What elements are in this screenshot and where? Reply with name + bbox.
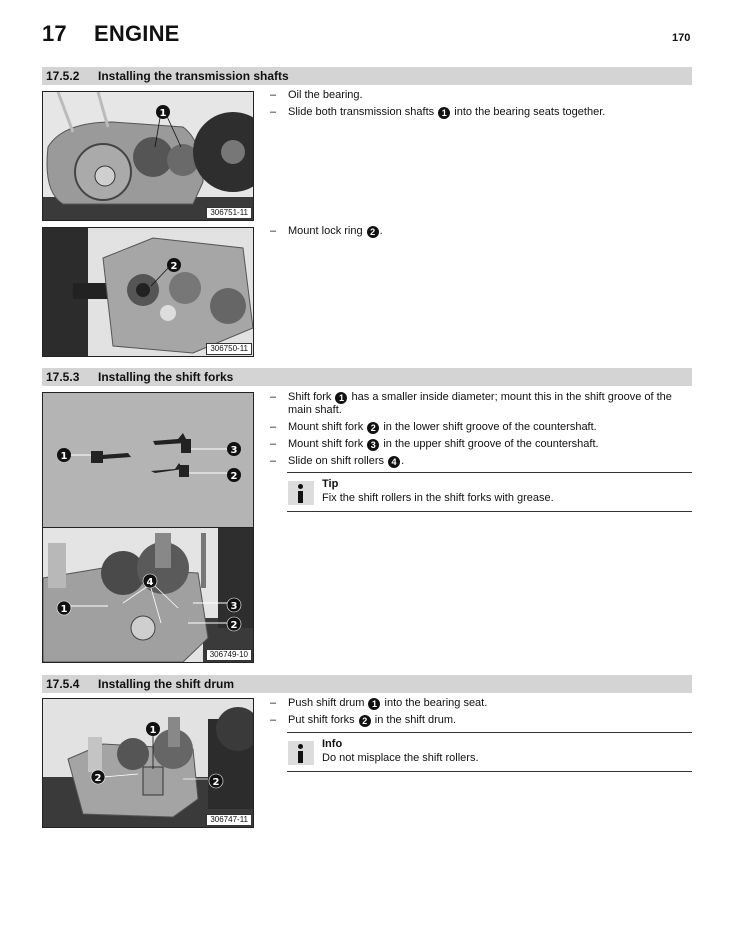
step-item <box>268 697 693 710</box>
engine-photo-illustration <box>43 228 253 356</box>
callout-badge: 3 <box>367 439 379 451</box>
callout-badge: 2 <box>359 715 371 727</box>
step-item <box>268 438 693 451</box>
photo-shift-forks-parts <box>42 392 254 528</box>
list-dash: – <box>270 89 277 101</box>
note-text: Do not misplace the shift rollers. <box>322 752 479 764</box>
step-text: Put shift forks <box>288 714 355 726</box>
step-text: Mount lock ring <box>288 225 363 237</box>
section-header-17-5-2 <box>42 67 692 85</box>
chapter-title: ENGINE <box>94 21 180 46</box>
image-caption: 306751-11 <box>206 207 252 219</box>
step-text: has a smaller inside diameter; mount this in the shift groove of the main shaft. <box>288 391 672 416</box>
step-text: Slide on shift rollers <box>288 455 384 467</box>
info-icon <box>288 481 314 505</box>
tip-note <box>287 472 692 512</box>
callout-2: 2 <box>212 777 220 788</box>
list-dash: – <box>270 225 277 237</box>
callout-1: 1 <box>159 108 167 119</box>
step-text: Mount shift fork <box>288 421 364 433</box>
step-text: in the lower shift groove of the countershaft. <box>383 421 597 433</box>
callout-2: 2 <box>230 471 238 482</box>
callout-4: 4 <box>146 577 154 588</box>
callout-badge: 1 <box>368 698 380 710</box>
callout-1: 1 <box>149 725 157 736</box>
note-title: Info <box>322 738 343 750</box>
step-text: Push shift drum <box>288 697 365 709</box>
photo-shift-forks-installed <box>42 527 254 663</box>
list-dash: – <box>270 714 277 726</box>
step-item <box>268 421 693 434</box>
step-text: Mount shift fork <box>288 438 364 450</box>
chapter-number: 17 <box>42 21 67 46</box>
callout-1: 1 <box>60 604 68 615</box>
step-text: into the bearing seat. <box>384 697 488 709</box>
callout-badge: 1 <box>335 392 347 404</box>
callout-badge: 2 <box>367 422 379 434</box>
step-item <box>268 714 693 727</box>
step-text: in the upper shift groove of the countershaft. <box>383 438 599 450</box>
list-dash: – <box>270 455 277 467</box>
callout-1: 1 <box>60 451 68 462</box>
note-title: Tip <box>322 478 339 490</box>
callout-2: 2 <box>230 620 238 631</box>
shift-forks-photo-illustration <box>43 393 253 527</box>
section-header-17-5-3 <box>42 368 692 386</box>
image-caption: 306750-11 <box>206 343 252 355</box>
image-caption: 306749-10 <box>206 649 252 661</box>
list-dash: – <box>270 697 277 709</box>
photo-shift-drum <box>42 698 254 828</box>
section-number: 17.5.4 <box>46 677 80 691</box>
step-item <box>268 455 693 468</box>
step-text: . <box>401 455 405 467</box>
photo-transmission-shafts <box>42 91 254 221</box>
list-dash: – <box>270 391 277 403</box>
section-number: 17.5.3 <box>46 370 80 384</box>
step-text: Shift fork <box>288 391 332 403</box>
engine-photo-illustration <box>43 528 253 662</box>
step-text: Slide both transmission shafts <box>288 106 435 118</box>
step-text: in the shift drum. <box>374 714 457 726</box>
list-dash: – <box>270 421 277 433</box>
section-title: Installing the shift drum <box>98 677 235 691</box>
callout-2: 2 <box>170 261 178 272</box>
steps-list-transmission-shafts <box>268 89 693 123</box>
step-text: . <box>379 225 383 237</box>
step-item <box>268 391 693 417</box>
note-text: Fix the shift rollers in the shift forks with grease. <box>322 492 554 504</box>
page-number: 170 <box>672 32 691 44</box>
callout-badge: 2 <box>367 226 379 238</box>
list-dash: – <box>270 438 277 450</box>
info-note <box>287 732 692 772</box>
engine-photo-illustration <box>43 92 253 220</box>
step-item <box>268 89 693 102</box>
step-item <box>268 106 693 119</box>
callout-3: 3 <box>230 445 238 456</box>
engine-photo-illustration <box>43 699 253 827</box>
callout-3: 3 <box>230 601 238 612</box>
callout-badge: 4 <box>388 456 400 468</box>
section-title: Installing the shift forks <box>98 370 234 384</box>
section-number: 17.5.2 <box>46 69 80 83</box>
step-text: Oil the bearing. <box>288 89 363 101</box>
steps-list-shift-drum <box>268 697 693 731</box>
step-item <box>268 225 693 238</box>
section-title: Installing the transmission shafts <box>98 69 289 83</box>
info-icon <box>288 741 314 765</box>
step-text: into the bearing seats together. <box>454 106 606 118</box>
callout-badge: 1 <box>438 107 450 119</box>
callout-2: 2 <box>94 773 102 784</box>
photo-lock-ring <box>42 227 254 357</box>
steps-list-lock-ring <box>268 225 693 242</box>
steps-list-shift-forks <box>268 391 693 472</box>
image-caption: 306747-11 <box>206 814 252 826</box>
list-dash: – <box>270 106 277 118</box>
section-header-17-5-4 <box>42 675 692 693</box>
